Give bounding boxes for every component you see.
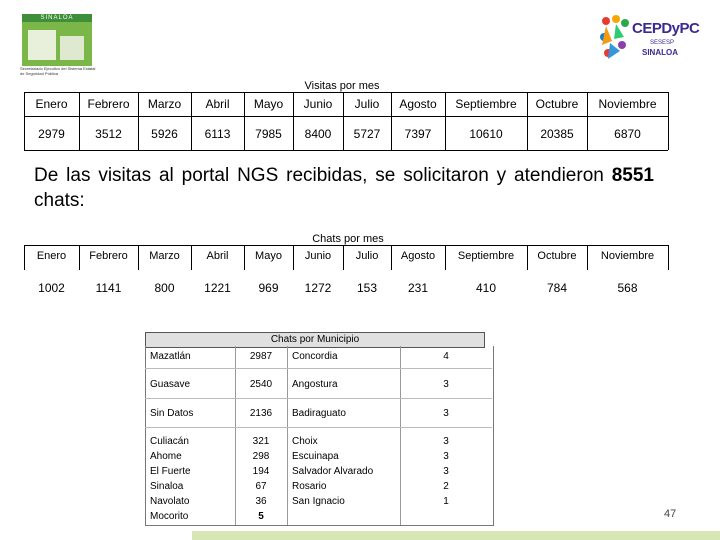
visits-value: 20385 xyxy=(540,127,574,141)
chats-value: 1002 xyxy=(38,281,65,295)
municipio-count: 194 xyxy=(252,466,270,477)
municipio-name: Badiraguato xyxy=(292,408,346,419)
visits-month: Agosto xyxy=(399,97,437,111)
municipio-count: 2987 xyxy=(249,351,273,362)
municipio-name: Concordia xyxy=(292,351,338,362)
chats-value: 1272 xyxy=(304,281,332,295)
chats-value: 231 xyxy=(407,281,429,295)
sinaloa-logo-text: SINALOA xyxy=(40,15,74,21)
chats-month: Septiembre xyxy=(457,250,515,262)
municipio-count: 3 xyxy=(443,466,449,477)
summary-before: De las visitas al portal NGS recibidas, se solicitaron y atendieron xyxy=(34,165,612,186)
chats-month: Agosto xyxy=(400,250,436,262)
visits-title: Visitas por mes xyxy=(304,80,380,92)
chats-month: Marzo xyxy=(149,250,180,262)
visits-value: 7397 xyxy=(404,127,432,141)
cepd-logo-state: SINALOA xyxy=(642,48,678,57)
municipio-name: Angostura xyxy=(292,379,338,390)
visits-value: 3512 xyxy=(95,127,122,141)
chats-value: 410 xyxy=(475,281,497,295)
chats-value: 153 xyxy=(356,281,378,295)
municipio-name: Sin Datos xyxy=(150,408,194,419)
municipio-name: Rosario xyxy=(292,481,327,492)
visits-month: Junio xyxy=(303,97,333,111)
municipio-name: Navolato xyxy=(150,496,190,507)
municipio-name: San Ignacio xyxy=(292,496,345,507)
cepd-logo-sub: SESESP xyxy=(650,40,675,46)
municipio-name: Choix xyxy=(292,436,318,447)
summary-count: 8551 xyxy=(611,165,654,186)
visits-value: 10610 xyxy=(469,127,503,141)
chats-month: Junio xyxy=(304,250,332,262)
municipio-count: 3 xyxy=(443,408,449,419)
summary-text xyxy=(34,163,654,213)
chats-month: Octubre xyxy=(537,250,577,262)
chats-value: 784 xyxy=(546,281,568,295)
municipio-name: Mocorito xyxy=(150,511,189,522)
municipio-count: 3 xyxy=(443,451,449,462)
chats-value: 568 xyxy=(617,281,638,295)
municipio-count: 3 xyxy=(443,379,449,390)
municipio-name: Mazatlán xyxy=(150,351,191,362)
visits-month: Enero xyxy=(35,97,68,111)
visits-month: Marzo xyxy=(147,97,182,111)
visits-value: 2979 xyxy=(38,127,65,141)
visits-month: Mayo xyxy=(253,97,284,111)
chats-month: Noviembre xyxy=(600,250,655,262)
chats-month: Mayo xyxy=(255,250,282,262)
visits-value: 5727 xyxy=(353,127,381,141)
chats-value: 800 xyxy=(154,281,175,295)
chats-month: Julio xyxy=(355,250,379,262)
visits-month: Julio xyxy=(354,97,380,111)
municipio-count: 1 xyxy=(443,496,449,507)
municipio-count: 4 xyxy=(443,351,449,362)
footer-bar xyxy=(192,531,720,540)
visits-value: 6113 xyxy=(204,127,231,141)
visits-month: Noviembre xyxy=(598,97,657,111)
chats-month: Enero xyxy=(36,250,67,262)
visits-value: 5926 xyxy=(151,127,178,141)
municipio-name: Guasave xyxy=(150,379,191,390)
summary-after: chats: xyxy=(34,190,85,211)
municipio-count: 67 xyxy=(255,481,267,492)
page-number: 47 xyxy=(664,508,677,520)
visits-month: Octubre xyxy=(535,97,579,111)
visits-month: Abril xyxy=(205,97,230,111)
chats-value: 1141 xyxy=(95,281,122,295)
municipio-name: Ahome xyxy=(150,451,182,462)
municipio-name: Escuinapa xyxy=(292,451,339,462)
visits-month: Febrero xyxy=(87,97,130,111)
municipio-name: Culiacán xyxy=(150,436,189,447)
cepd-figures-icon xyxy=(598,15,632,61)
chats-value: 1221 xyxy=(204,281,231,295)
sinaloa-logo xyxy=(22,14,92,66)
chats-month: Abril xyxy=(206,250,229,262)
chats-title: Chats por mes xyxy=(312,233,384,245)
municipio-name: Salvador Alvarado xyxy=(292,466,374,477)
municipios-title: Chats por Municipio xyxy=(145,332,485,348)
municipio-count: 2 xyxy=(443,481,449,492)
visits-value: 6870 xyxy=(614,127,641,141)
municipio-name: El Fuerte xyxy=(150,466,191,477)
visits-value: 7985 xyxy=(255,127,282,141)
municipio-count: 2540 xyxy=(249,379,273,390)
municipio-count: 298 xyxy=(252,451,270,462)
visits-value: 8400 xyxy=(304,127,332,141)
visits-month: Septiembre xyxy=(455,97,517,111)
municipio-count: 321 xyxy=(252,436,270,447)
municipio-count: 36 xyxy=(255,496,267,507)
municipio-name: Sinaloa xyxy=(150,481,184,492)
municipio-count: 2136 xyxy=(249,408,273,419)
municipio-count: 5 xyxy=(258,511,264,522)
sinaloa-logo-caption: Secretariado Ejecutivo del Sistema Estatal de Seguridad Pública xyxy=(20,66,96,76)
chats-month: Febrero xyxy=(89,250,128,262)
municipio-count: 3 xyxy=(443,436,449,447)
chats-value: 969 xyxy=(258,281,279,295)
cepd-logo-title: CEPDyPC xyxy=(632,20,700,37)
